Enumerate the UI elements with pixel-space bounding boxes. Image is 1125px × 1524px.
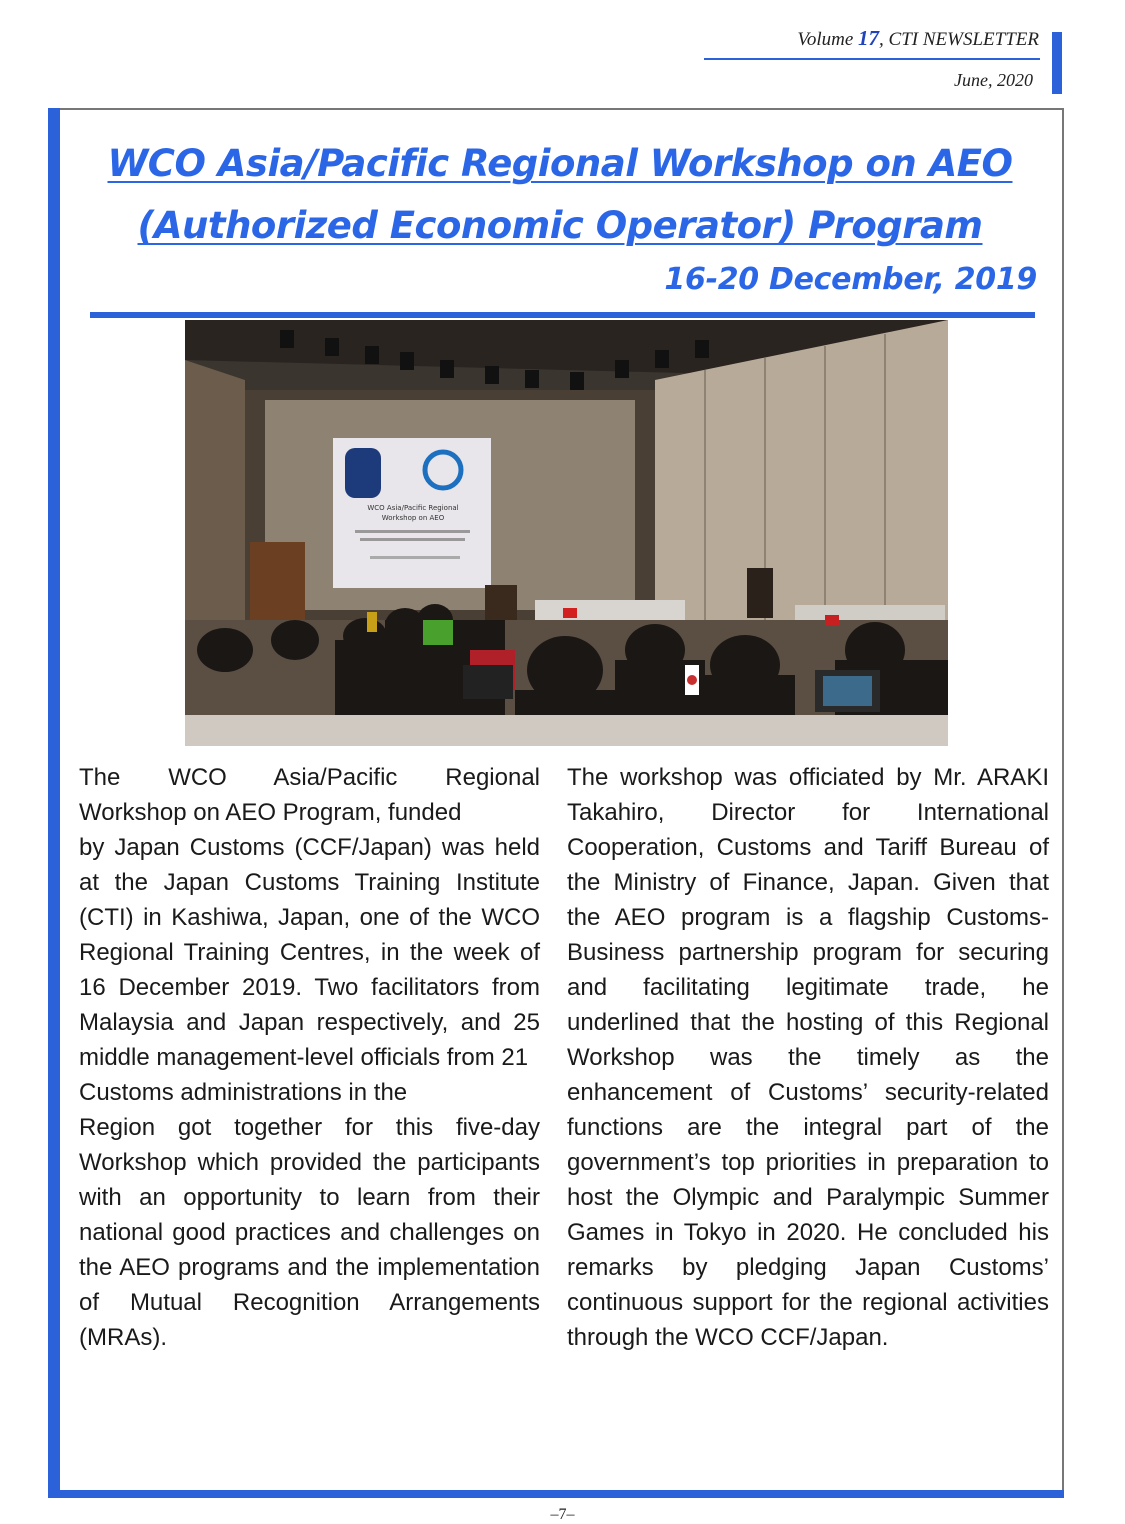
article-title-line1[interactable]: WCO Asia/Pacific Regional Workshop on AEO — [107, 142, 1013, 185]
header-rule — [704, 58, 1040, 60]
frame-left-accent — [48, 108, 60, 1494]
volume-number: 17 — [858, 26, 880, 50]
frame-right-border — [1062, 108, 1064, 1494]
frame-bottom-accent — [48, 1490, 1064, 1498]
page-number: –7– — [550, 1506, 575, 1523]
event-date: 16-20 December, 2019 — [664, 262, 1037, 297]
workshop-photo — [185, 320, 948, 746]
newsletter-volume-line — [797, 26, 1039, 51]
article-column-left — [79, 760, 540, 1355]
left-paragraph-4: Customs administrations in the — [79, 1079, 408, 1106]
issue-date: June, 2020 — [954, 70, 1033, 90]
volume-prefix: Volume — [797, 29, 854, 50]
article-title-line2[interactable]: (Authorized Economic Operator) Program — [137, 204, 983, 247]
slide-text-1: WCO Asia/Pacific Regional — [367, 504, 459, 512]
left-paragraph-2: Workshop on AEO Program, funded — [79, 799, 462, 826]
article-column-right — [567, 760, 1049, 1355]
right-paragraph: The workshop was officiated by Mr. ARAKI Takahiro, Director for International Cooperation, Customs and Tariff Bureau of the Ministry of Finance, Japan. Given that the AEO program is a flagship Customs-Business partnership program for securing and facilitating legitimate trade, he underlined that the hosting of this Regional Workshop was the timely as the enhancement of Customs’ security-related functions are the integral part of the government’s top priorities in preparation to host the Olympic and Paralympic Summer Games in Tokyo in 2020. He concluded his remarks by pledging Japan Customs’ continuous support for the regional activities through the WCO CCF/Japan. — [567, 764, 1049, 1351]
newsletter-name: , CTI NEWSLETTER — [879, 29, 1039, 50]
slide-text-2: Workshop on AEO — [381, 514, 445, 522]
header-accent-bar — [1052, 32, 1062, 94]
left-paragraph-3: by Japan Customs (CCF/Japan) was held at the Japan Customs Training Institute (CTI) in Kashiwa, Japan, one of the WCO Regional Training Centres, in the week of 16 December 2019. Two facilitators from Malaysia and Japan respectively, and 25 middle management-level officials from 21 — [79, 834, 540, 1071]
left-paragraph-1: The WCO Asia/Pacific Regional — [79, 764, 540, 791]
frame-top-border — [48, 108, 1064, 110]
title-underline-bar — [90, 312, 1035, 318]
left-paragraph-5: Region got together for this five-day Workshop which provided the participants with an opportunity to learn from their national good practices and challenges on the AEO programs and the implementation of Mutual Recognition Arrangements (MRAs). — [79, 1114, 540, 1351]
